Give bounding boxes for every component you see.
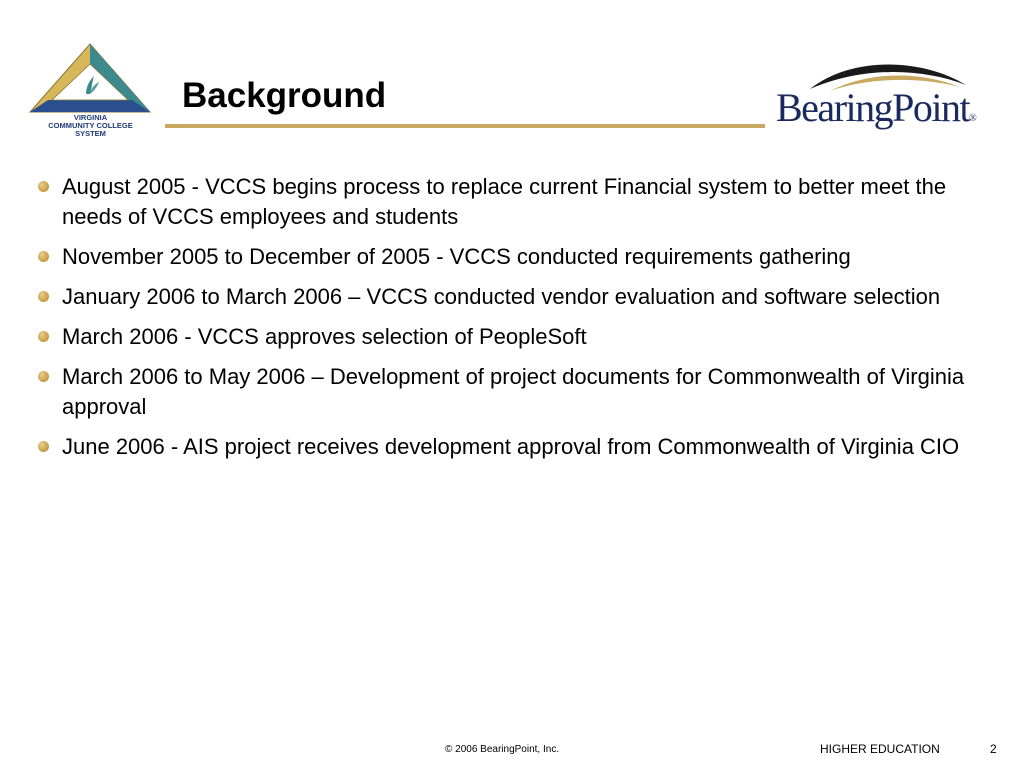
bearingpoint-logo	[770, 55, 980, 140]
bullet-item	[38, 282, 998, 312]
bullet-dot-icon	[38, 331, 49, 342]
bullet-item	[38, 242, 998, 272]
bullet-text: March 2006 to May 2006 – Development of project documents for Commonwealth of Virginia approval	[62, 364, 965, 419]
bullet-dot-icon	[38, 251, 49, 262]
bullet-text: June 2006 - AIS project receives development approval from Commonwealth of Virginia CIO	[62, 434, 960, 459]
vccs-logo	[28, 42, 153, 147]
footer-section-label: HIGHER EDUCATION	[820, 742, 940, 756]
bullet-dot-icon	[38, 291, 49, 302]
footer-copyright: © 2006 BearingPoint, Inc.	[445, 744, 560, 755]
page-title: Background	[182, 76, 387, 115]
bearingpoint-wordmark	[776, 85, 977, 142]
bullet-list	[38, 172, 998, 472]
vccs-triangle-logo-icon	[28, 42, 153, 117]
bullet-item	[38, 172, 998, 232]
vccs-logo-text	[28, 114, 153, 138]
registered-mark: ®	[969, 113, 977, 124]
vccs-logo-line: SYSTEM	[75, 129, 106, 138]
vccs-logo-line: COMMUNITY COLLEGE	[48, 121, 133, 130]
bearingpoint-name: BearingPoint	[776, 85, 970, 130]
vccs-logo-line: VIRGINIA	[73, 113, 108, 122]
bullet-text: January 2006 to March 2006 – VCCS conducted vendor evaluation and software selection	[62, 284, 941, 309]
bullet-item	[38, 432, 998, 462]
bullet-text: August 2005 - VCCS begins process to replace current Financial system to better meet the needs of VCCS employees and students	[62, 174, 947, 229]
title-underline	[165, 124, 765, 128]
bullet-text: March 2006 - VCCS approves selection of PeopleSoft	[62, 324, 587, 349]
bullet-dot-icon	[38, 181, 49, 192]
bullet-item	[38, 322, 998, 352]
bullet-item	[38, 362, 998, 422]
bullet-dot-icon	[38, 371, 49, 382]
bullet-dot-icon	[38, 441, 49, 452]
page-number: 2	[990, 742, 997, 756]
bullet-text: November 2005 to December of 2005 - VCCS conducted requirements gathering	[62, 244, 851, 269]
